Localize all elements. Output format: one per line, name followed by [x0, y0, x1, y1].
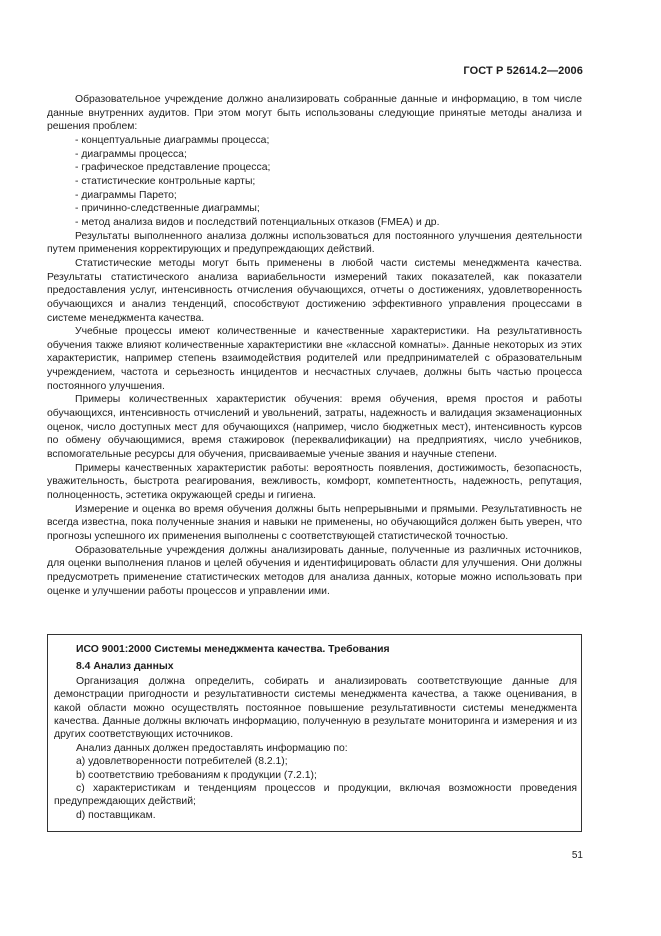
list-item: b) соответствию требованиям к продукции (7.2.1); — [76, 769, 317, 781]
list-item: - графическое представление процесса; — [75, 162, 271, 174]
list-item: - концептуальные диаграммы процесса; — [75, 134, 270, 146]
main-text — [47, 93, 582, 598]
paragraph: Образовательные учреждения должны анализировать данные, полученные из различных источников, для оценки выполнения планов и целей обучения и идентифицировать области для улучшения. Они должны предусмотреть применение статистических методов для анализа данных, которые можно использовать при оценке и улучшении работы процессов и управлении ими. — [47, 544, 582, 597]
list-item: c) характеристикам и тенденциям процессов и продукции, включая возможности проведения предупреждающих действий; — [54, 783, 577, 808]
list-item: - диаграммы Парето; — [75, 189, 177, 201]
paragraph: Анализ данных должен предоставлять информацию по: — [76, 742, 348, 754]
paragraph: Примеры количественных характеристик обучения: время обучения, время простоя и работы обучающихся, интенсивность отчислений и увольнений, затраты, надежность и валидация экзаменационных оценок, число доступных мест для обучающихся (например, число бюджетных мест), интенсивность курсов по обмену обучающимися, время стажировок (переквалификации) на предприятиях, число учебников, вспомогательные ресурсы для обучения, присваиваемые ученые звания и научные степени. — [47, 394, 582, 461]
paragraph: Результаты выполненного анализа должны использоваться для постоянного улучшения деятельности путем применения корректирующих и предупреждающих действий. — [47, 230, 582, 256]
list-item: d) поставщикам. — [76, 809, 156, 821]
iso-quote-box — [47, 634, 582, 832]
page-number: 51 — [571, 850, 583, 861]
methods-list — [47, 134, 582, 230]
paragraph: Образовательное учреждение должно анализировать собранные данные и информацию, в том числе данные внутренних аудитов. При этом могут быть использованы следующие принятые методы анализа и решения проблем: — [47, 94, 582, 133]
list-item: a) удовлетворенности потребителей (8.2.1); — [76, 756, 288, 768]
list-item: - диаграммы процесса; — [75, 148, 187, 160]
paragraph: Примеры качественных характеристик работы: вероятность появления, достижимость, безопасность, уважительность, быстрота реагирования, вежливость, комфорт, компетентность, надежность, репутация, полноценность, эстетика окружающей среды и гигиена. — [47, 462, 582, 502]
iso-section-heading: 8.4 Анализ данных — [76, 661, 174, 673]
paragraph: Учебные процессы имеют количественные и качественные характеристики. На результативность обучения также влияют количественные характеристики вне «классной комнаты». Данные некоторых из этих характеристик, например степень взаимодействия родителей или предпринимателей с образовательным учреждением, частота и серьезность инцидентов и несчастных случаев, должны быть частью процесса постоянного улучшения. — [47, 326, 582, 392]
paragraph: Организация должна определить, собирать и анализировать соответствующие данные для демонстрации пригодности и результативности системы менеджмента качества, а также оценивания, в какой области можно осуществлять постоянное повышение результативности системы менеджмента качества. Данные должны включать информацию, полученную в результате мониторинга и измерения и из других соответствующих источников. — [54, 675, 577, 741]
iso-box-title: ИСО 9001:2000 Системы менеджмента качества. Требования — [76, 644, 390, 655]
list-item: - статистические контрольные карты; — [75, 175, 256, 187]
standard-header: ГОСТ Р 52614.2—2006 — [463, 65, 583, 77]
iso-items-list — [54, 755, 577, 822]
paragraph: Статистические методы могут быть применены в любой части системы менеджмента качества. Результаты статистического анализа вариабельности измерений таких показателей, как показатели предоставления услуг, интенсивность отчисления обучающихся, отчеты о достижениях, удовлетворенность обучающихся и анализ тенденций, способствуют достижению эффективного управления процессами в системе менеджмента качества. — [47, 257, 582, 324]
list-item: - причинно-следственные диаграммы; — [75, 203, 260, 215]
list-item: - метод анализа видов и последствий потенциальных отказов (FMEA) и др. — [75, 216, 440, 228]
paragraph: Измерение и оценка во время обучения должны быть непрерывными и прямыми. Результативность не всегда известна, пока полученные знания и навыки не применены, но обучающийся должен быть уверен, что прогнозы успешного их применения выполнены с соответствующей статистической точностью. — [47, 503, 582, 542]
